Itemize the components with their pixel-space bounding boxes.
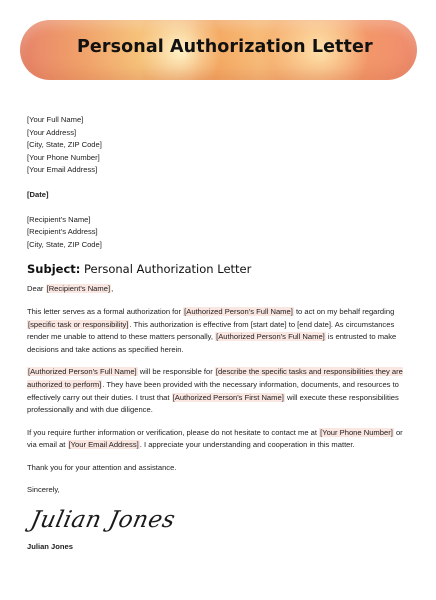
recipient-city: [City, State, ZIP Code] xyxy=(27,239,102,249)
salutation xyxy=(27,283,411,296)
authorized-first-name-placeholder: [Authorized Person's First Name] xyxy=(172,392,284,402)
authorized-name-placeholder: [Authorized Person's Full Name] xyxy=(28,367,137,377)
sender-block xyxy=(27,114,411,177)
page-title: Personal Authorization Letter xyxy=(77,37,373,57)
sender-city: [City, State, ZIP Code] xyxy=(27,140,102,150)
handwritten-signature: Julian Jones xyxy=(28,507,178,534)
paragraph-text: If you require further information or verification, please do not hesitate to contact me at xyxy=(27,427,320,437)
thanks-line: Thank you for your attention and assistance. xyxy=(27,462,177,472)
subject-line xyxy=(27,261,411,277)
paragraph-responsibilities xyxy=(27,366,411,416)
paragraph-text: This letter serves as a formal authorization for xyxy=(27,306,184,316)
paragraph-text: will execute these responsibilities professionally and with due diligence. xyxy=(27,392,399,415)
paragraph-text: is entrusted to make decisions and take actions as specified herein. xyxy=(27,332,397,354)
sender-name: [Your Full Name] xyxy=(27,115,84,124)
paragraph-text: to act on my behalf regarding xyxy=(293,306,395,316)
paragraph-text: or via email at xyxy=(27,427,403,450)
paragraph-text: . They have been provided with the necessary information, documents, and resources to effectively carry out their duties. I trust that xyxy=(27,379,399,402)
authorized-name-placeholder: [Authorized Person's Full Name] xyxy=(216,332,325,342)
letter-body xyxy=(27,114,411,554)
recipient-name: [Recipient's Name] xyxy=(27,214,91,224)
email-placeholder: [Your Email Address] xyxy=(68,440,139,450)
paragraph-text: will be responsible for xyxy=(137,367,215,377)
recipient-address: [Recipient's Address] xyxy=(27,227,98,237)
paragraph-contact xyxy=(27,427,411,452)
task-placeholder: [specific task or responsibility] xyxy=(28,319,129,329)
sender-phone: [Your Phone Number] xyxy=(27,152,100,162)
paragraph-authorization xyxy=(27,306,411,356)
signer-name: Julian Jones xyxy=(27,542,74,552)
paragraph-text: . This authorization is effective from [start date] to [end date]. As circumstances render me unable to attend to these matters personally, xyxy=(27,319,395,342)
sincerely-line: Sincerely, xyxy=(27,485,60,495)
subject-label: Subject: xyxy=(27,262,81,277)
salutation-recipient-placeholder: [Recipient's Name] xyxy=(46,284,111,294)
sender-email: [Your Email Address] xyxy=(27,165,98,175)
sender-address: [Your Address] xyxy=(27,127,77,137)
title-banner xyxy=(20,20,417,80)
letter-date: [Date] xyxy=(27,189,49,199)
recipient-block xyxy=(27,214,411,252)
salutation-suffix: , xyxy=(111,284,114,294)
phone-placeholder: [Your Phone Number] xyxy=(320,427,393,437)
authorized-name-placeholder: [Authorized Person's Full Name] xyxy=(184,306,293,316)
subject-text: Personal Authorization Letter xyxy=(84,262,252,277)
paragraph-text: . I appreciate your understanding and cooperation in this matter. xyxy=(139,440,355,450)
responsibilities-placeholder: [describe the specific tasks and responsibilities they are authorized to perform] xyxy=(27,367,403,389)
salutation-prefix: Dear xyxy=(27,284,46,294)
